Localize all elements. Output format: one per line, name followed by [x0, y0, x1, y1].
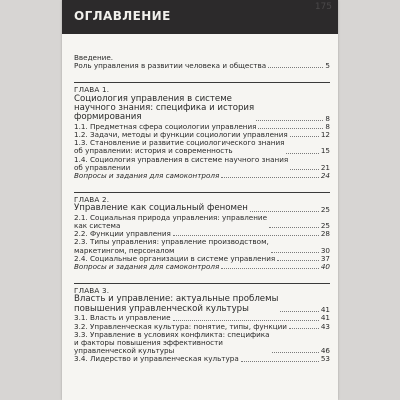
- toc-entry-text: 2.4. Социальные организации в системе управления: [74, 253, 276, 263]
- dot-leader: [271, 252, 319, 253]
- chapter-title: Социология управления в системе научного знания: специфика и история формирования: [74, 93, 255, 123]
- chapter-page: 25: [320, 204, 330, 214]
- toc-entry-page: 12: [320, 130, 330, 140]
- toc-entry-text: 3.2. Управленческая культура: понятие, типы, функции: [74, 321, 287, 331]
- toc-entry[interactable]: [74, 238, 330, 254]
- chapter-block-1: [74, 79, 330, 180]
- toc-entry-intro[interactable]: [74, 62, 330, 70]
- chapter-block-2: [74, 189, 330, 271]
- toc-entry-text: 1.3. Становление и развитие социологического знания об управлении: история и современность: [74, 138, 285, 156]
- chapter-divider: [74, 82, 330, 83]
- toc-entry-page: 30: [320, 245, 330, 255]
- toc-entry[interactable]: [74, 156, 330, 172]
- toc-entry[interactable]: [74, 331, 330, 356]
- toc-entry-page: 5: [325, 61, 330, 71]
- dot-leader: [290, 169, 319, 170]
- toc-entry-text: Вопросы и задания для самоконтроля: [74, 171, 220, 181]
- toc-entry-text: 1.2. Задачи, методы и функции социологии управления: [74, 130, 288, 140]
- intro-label: Введение.: [74, 53, 114, 62]
- dot-leader: [269, 227, 319, 228]
- toc-entry-text: 2.2. Функции управления: [74, 229, 171, 239]
- dot-leader: [290, 136, 319, 137]
- toc-entry-text: 2.1. Социальная природа управления: управление как система: [74, 212, 268, 231]
- book-page: [62, 0, 338, 400]
- dot-leader: [241, 361, 319, 362]
- dot-leader: [277, 260, 319, 261]
- toc-entry-text: 1.4. Социология управления в системе научного знания об управлении: [74, 154, 289, 172]
- chapter-block-3: [74, 280, 330, 363]
- dot-leader: [256, 120, 323, 121]
- chapter-divider: [74, 192, 330, 193]
- chapter-heading[interactable]: [74, 95, 330, 123]
- toc-entry-page: 21: [320, 162, 330, 172]
- chapter-label: ГЛАВА 1.: [74, 85, 110, 95]
- dot-leader: [221, 177, 319, 178]
- dot-leader: [272, 352, 319, 353]
- toc-entry[interactable]: [74, 355, 330, 363]
- toc-entry-text: Роль управления в развитии человека и общества: [74, 61, 267, 71]
- dot-leader: [289, 328, 319, 329]
- toc-entry-page: 40: [320, 262, 330, 272]
- dot-leader: [250, 211, 319, 212]
- toc-entry-page: 15: [320, 146, 330, 156]
- chapter-page: 8: [325, 113, 330, 123]
- dot-leader: [280, 311, 318, 312]
- toc-entry-page: 46: [320, 346, 330, 356]
- chapter-page: 41: [320, 305, 330, 315]
- toc-entry[interactable]: [74, 139, 330, 155]
- dot-leader: [268, 67, 323, 68]
- toc-entry-text: 3.4. Лидерство и управленческая культура: [74, 354, 239, 364]
- toc-entry-page: 37: [320, 253, 330, 263]
- toc-entry-page: 25: [320, 221, 330, 231]
- toc-entry-page: 53: [320, 354, 330, 364]
- toc-entry-text: 2.3. Типы управления: управление производством, маркетингом, персоналом: [74, 237, 269, 255]
- toc-entry-text: 3.3. Управление в условиях конфликта: специфика и факторы повышения эффективности управленческой культуры: [74, 329, 270, 356]
- toc-entry[interactable]: [74, 214, 330, 230]
- dot-leader: [173, 235, 319, 236]
- toc-entry-page: 28: [320, 229, 330, 239]
- dot-leader: [286, 153, 318, 154]
- dot-leader: [221, 268, 319, 269]
- dot-leader: [173, 320, 319, 321]
- toc-entry-text: Вопросы и задания для самоконтроля: [74, 262, 220, 272]
- toc-entry-text: 3.1. Власть и управление: [74, 313, 171, 323]
- toc-entry-page: 24: [320, 171, 330, 181]
- toc-entry-page: 8: [325, 121, 330, 131]
- chapter-heading[interactable]: [74, 295, 330, 314]
- toc-entry-page: 41: [320, 313, 330, 323]
- toc-content: [74, 54, 330, 364]
- page-title: ОГЛАВЛЕНИЕ: [74, 9, 171, 23]
- toc-entry-page: 43: [320, 321, 330, 331]
- toc-entry-self-check[interactable]: [74, 172, 330, 180]
- chapter-label: ГЛАВА 2.: [74, 195, 110, 205]
- bleed-through-text: 175: [314, 2, 332, 12]
- toc-entry-self-check[interactable]: [74, 263, 330, 271]
- dot-leader: [258, 128, 323, 129]
- header-band: [62, 0, 338, 34]
- chapter-label: ГЛАВА 3.: [74, 286, 110, 296]
- chapter-divider: [74, 283, 330, 284]
- chapter-title: Управление как социальный феномен: [74, 203, 248, 214]
- toc-entry-text: 1.1. Предметная сфера социологии управления: [74, 121, 257, 131]
- chapter-title: Власть и управление: актуальные проблемы повышения управленческой культуры: [74, 294, 279, 314]
